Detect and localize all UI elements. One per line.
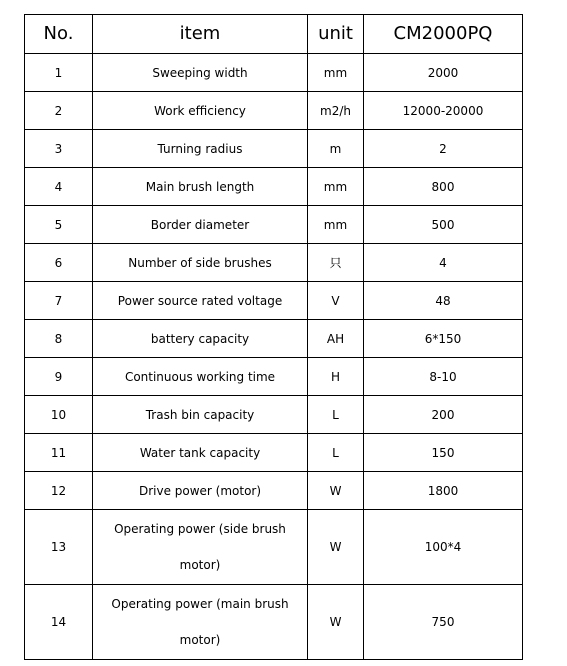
cell-item-text: Operating power (side brush motor) [114,522,286,572]
table-row [25,396,523,434]
table-row [25,320,523,358]
cell-unit: AH [308,320,364,358]
cell-item: Continuous working time [93,358,308,396]
cell-unit: 只 [308,244,364,282]
table-row [25,585,523,660]
cell-value: 12000-20000 [364,92,523,130]
cell-no: 4 [25,168,93,206]
cell-unit: L [308,434,364,472]
cell-no: 2 [25,92,93,130]
cell-value: 2000 [364,54,523,92]
cell-item [93,510,308,585]
cell-unit: V [308,282,364,320]
cell-value: 1800 [364,472,523,510]
table-row [25,92,523,130]
cell-unit: m [308,130,364,168]
header-item: item [93,15,308,54]
table-row [25,434,523,472]
cell-value: 500 [364,206,523,244]
cell-no: 8 [25,320,93,358]
cell-unit: W [308,472,364,510]
cell-unit: W [308,510,364,585]
cell-item: Water tank capacity [93,434,308,472]
cell-unit: L [308,396,364,434]
header-unit: unit [308,15,364,54]
cell-no: 1 [25,54,93,92]
table-row [25,54,523,92]
cell-no: 9 [25,358,93,396]
cell-value: 100*4 [364,510,523,585]
header-model: CM2000PQ [364,15,523,54]
cell-item: Power source rated voltage [93,282,308,320]
cell-item: battery capacity [93,320,308,358]
cell-item: Border diameter [93,206,308,244]
table-row [25,510,523,585]
cell-item: Turning radius [93,130,308,168]
table-row [25,206,523,244]
table-row [25,472,523,510]
cell-item: Work efficiency [93,92,308,130]
cell-unit: H [308,358,364,396]
cell-value: 8-10 [364,358,523,396]
spec-table [24,14,523,660]
table-row [25,244,523,282]
cell-item: Number of side brushes [93,244,308,282]
cell-item: Main brush length [93,168,308,206]
table-row [25,168,523,206]
cell-item [93,585,308,660]
cell-no: 6 [25,244,93,282]
table-row [25,130,523,168]
cell-value: 2 [364,130,523,168]
cell-item-text: Operating power (main brush motor) [111,597,289,647]
cell-item: Sweeping width [93,54,308,92]
cell-value: 48 [364,282,523,320]
table-row [25,358,523,396]
table-row [25,282,523,320]
header-no: No. [25,15,93,54]
cell-unit: mm [308,54,364,92]
cell-value: 800 [364,168,523,206]
cell-no: 13 [25,510,93,585]
cell-unit: mm [308,168,364,206]
cell-no: 10 [25,396,93,434]
cell-no: 12 [25,472,93,510]
cell-item: Drive power (motor) [93,472,308,510]
cell-no: 7 [25,282,93,320]
cell-unit: m2/h [308,92,364,130]
cell-no: 11 [25,434,93,472]
cell-value: 150 [364,434,523,472]
cell-value: 4 [364,244,523,282]
cell-unit: mm [308,206,364,244]
cell-no: 3 [25,130,93,168]
cell-value: 6*150 [364,320,523,358]
header-row [25,15,523,54]
cell-value: 200 [364,396,523,434]
cell-no: 5 [25,206,93,244]
cell-value: 750 [364,585,523,660]
cell-item: Trash bin capacity [93,396,308,434]
cell-no: 14 [25,585,93,660]
cell-unit: W [308,585,364,660]
